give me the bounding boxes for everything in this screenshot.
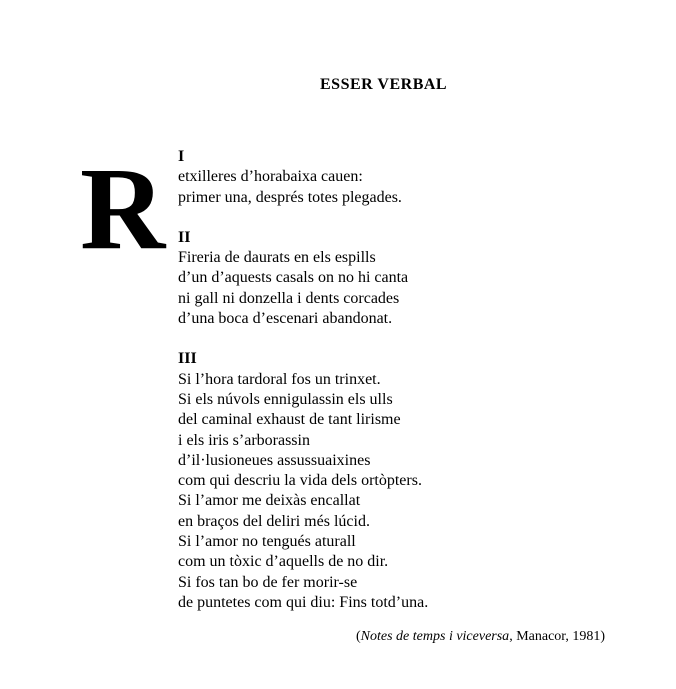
poem-line: primer una, després totes plegades. [178, 188, 402, 206]
poem-line: d’il·lusioneues assussuaixines [178, 451, 371, 469]
source-citation [356, 629, 605, 645]
poem-line: ni gall ni donzella i dents corcades [178, 289, 400, 307]
citation-open-paren: ( [356, 629, 361, 644]
poem-line: com un tòxic d’aquells de no dir. [178, 553, 389, 571]
poem-body [178, 147, 428, 613]
poem-line: Si els núvols ennigulassin els ulls [178, 390, 393, 408]
poem-title: ESSER VERBAL [320, 76, 448, 93]
poem-line: en braços del deliri més lúcid. [178, 512, 370, 530]
poem-line: Fireria de daurats en els espills [178, 249, 376, 267]
poem-line: Si l’amor no tengués aturall [178, 533, 356, 551]
poem-line: d’una boca d’escenari abandonat. [178, 310, 393, 328]
poem-line: i els iris s’arborassin [178, 431, 310, 449]
poem-line: Si fos tan bo de fer morir-se [178, 573, 358, 591]
stanza-1 [178, 147, 428, 208]
poem-line: del caminal exhaust de tant lirisme [178, 411, 401, 429]
stanza-numeral: II [178, 228, 191, 246]
citation-details: , Manacor, 1981) [509, 629, 606, 644]
citation-book-title: Notes de temps i viceversa [360, 629, 510, 644]
drop-cap: R [80, 143, 166, 274]
poem-line: d’un d’aquests casals on no hi canta [178, 269, 409, 287]
poem-line: de puntetes com qui diu: Fins totd’una. [178, 593, 429, 611]
stanza-2 [178, 228, 428, 329]
stanza-3 [178, 349, 428, 613]
poem-line: Si l’hora tardoral fos un trinxet. [178, 370, 381, 388]
stanza-numeral: III [178, 350, 197, 368]
poem-line: etxilleres d’horabaixa cauen: [178, 168, 363, 186]
poem-line: com qui descriu la vida dels ortòpters. [178, 472, 422, 490]
poem-line: Si l’amor me deixàs encallat [178, 492, 361, 510]
stanza-numeral: I [178, 148, 185, 165]
